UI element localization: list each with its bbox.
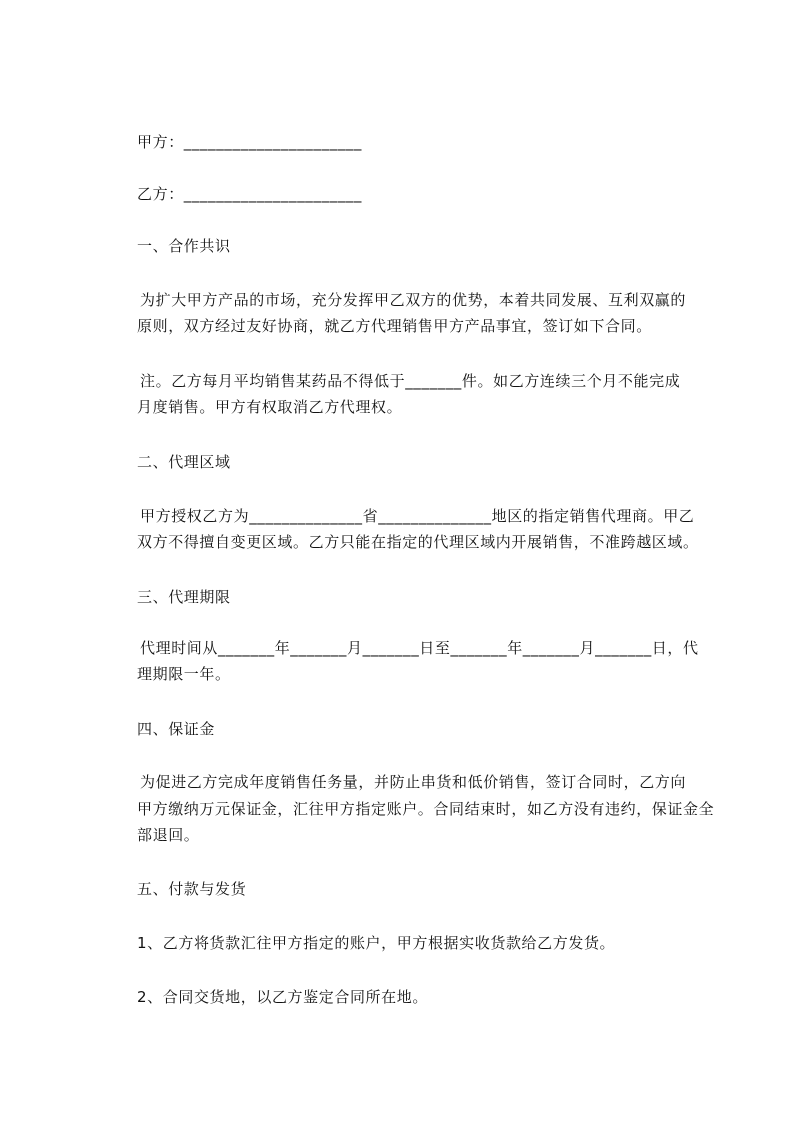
section-4-paragraph-line-3: 部退回。 bbox=[137, 826, 200, 844]
section-4-paragraph-line-1: 为促进乙方完成年度销售任务量，并防止串货和低价销售，签订合同时，乙方向 bbox=[140, 773, 687, 791]
section-1-note-line-2: 月度销售。甲方有权取消乙方代理权。 bbox=[137, 398, 403, 416]
section-1-heading: 一、合作共识 bbox=[137, 237, 231, 255]
section-4-heading: 四、保证金 bbox=[137, 720, 216, 738]
section-1-paragraph-1-line-2: 原则，双方经过友好协商，就乙方代理销售甲方产品事宜，签订如下合同。 bbox=[137, 317, 652, 335]
section-3-paragraph-line-1: 代理时间从_______年_______月_______日至_______年_______月_______日，代 bbox=[140, 639, 699, 657]
section-2-heading: 二、代理区域 bbox=[137, 453, 231, 471]
section-5-item-2: 2、合同交货地，以乙方鉴定合同所在地。 bbox=[137, 988, 428, 1006]
section-3-heading: 三、代理期限 bbox=[137, 588, 231, 606]
section-2-paragraph-line-1: 甲方授权乙方为______________省______________地区的指定销售代理商。甲乙 bbox=[140, 507, 695, 525]
section-5-heading: 五、付款与发货 bbox=[137, 880, 247, 898]
section-2-paragraph-line-2: 双方不得擅自变更区域。乙方只能在指定的代理区域内开展销售，不准跨越区域。 bbox=[137, 533, 699, 551]
section-4-paragraph-line-2: 甲方缴纳万元保证金，汇往甲方指定账户。合同结束时，如乙方没有违约，保证金全 bbox=[137, 800, 715, 818]
section-1-paragraph-1-line-1: 为扩大甲方产品的市场，充分发挥甲乙双方的优势，本着共同发展、互利双赢的 bbox=[140, 291, 687, 309]
party-b-line: 乙方：______________________ bbox=[137, 185, 363, 203]
section-5-item-1: 1、乙方将货款汇往甲方指定的账户，甲方根据实收货款给乙方发货。 bbox=[137, 934, 616, 952]
section-3-paragraph-line-2: 理期限一年。 bbox=[137, 665, 231, 683]
party-a-line: 甲方：______________________ bbox=[137, 133, 363, 151]
section-1-note-line-1: 注。乙方每月平均销售某药品不得低于_______件。如乙方连续三个月不能完成 bbox=[140, 372, 681, 390]
